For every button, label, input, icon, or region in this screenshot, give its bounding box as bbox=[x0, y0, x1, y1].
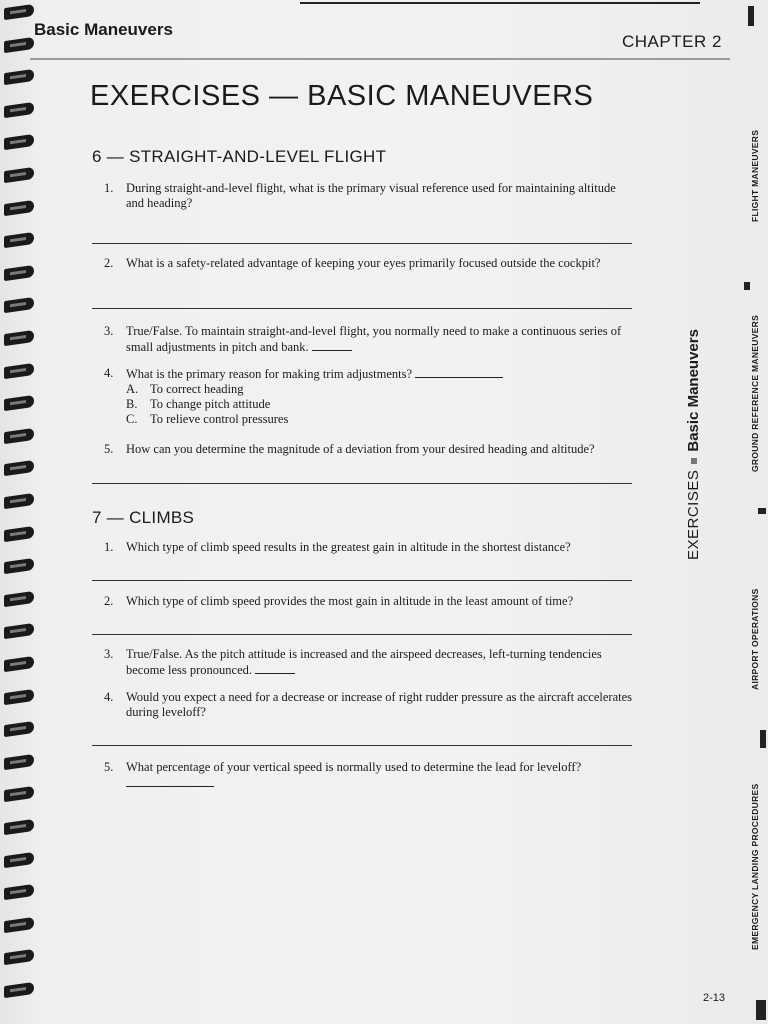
binding-coil bbox=[4, 525, 34, 541]
question bbox=[104, 256, 634, 271]
binding-coil bbox=[4, 949, 34, 965]
binding-coil bbox=[4, 688, 34, 704]
binding-coil bbox=[4, 265, 34, 281]
side-exercises-label: EXERCISES bbox=[685, 469, 702, 560]
question bbox=[104, 181, 634, 211]
binding-coil bbox=[4, 591, 34, 607]
question-number: 2. bbox=[104, 594, 114, 608]
page-title: EXERCISES — BASIC MANEUVERS bbox=[90, 80, 594, 112]
answer-blank[interactable] bbox=[415, 366, 503, 378]
answer-blank[interactable] bbox=[126, 775, 214, 787]
question-text: What percentage of your vertical speed is normally used to determine the lead for leveloff? bbox=[126, 760, 582, 774]
binding-coil bbox=[4, 917, 34, 933]
answer-blank[interactable] bbox=[255, 662, 295, 674]
question-number: 1. bbox=[104, 540, 114, 554]
binding-coil bbox=[4, 819, 34, 835]
question-number: 4. bbox=[104, 366, 114, 380]
tab-edge-mark bbox=[760, 730, 766, 748]
binding-coil bbox=[4, 558, 34, 574]
tab-edge-mark bbox=[744, 282, 750, 290]
answer-line[interactable] bbox=[92, 745, 632, 746]
answer-line[interactable] bbox=[92, 308, 632, 309]
binding-coil bbox=[4, 460, 34, 476]
question-text: True/False. As the pitch attitude is increased and the airspeed decreases, left-turning tendencies become less pronounced. bbox=[126, 647, 602, 677]
question-text: What is the primary reason for making trim adjustments? bbox=[126, 367, 413, 381]
question bbox=[104, 324, 634, 355]
question-number: 3. bbox=[104, 324, 114, 338]
question bbox=[104, 442, 634, 457]
question-number: 1. bbox=[104, 181, 114, 195]
question-number: 5. bbox=[104, 442, 114, 456]
binding-coil bbox=[4, 884, 34, 900]
question-number: 2. bbox=[104, 256, 114, 270]
section-heading: 6 — STRAIGHT-AND-LEVEL FLIGHT bbox=[92, 147, 387, 166]
question-text: True/False. To maintain straight-and-level flight, you normally need to make a continuous series of small adjustments in pitch and bank. bbox=[126, 324, 622, 354]
question bbox=[104, 366, 634, 427]
question-text: What is a safety-related advantage of keeping your eyes primarily focused outside the cockpit? bbox=[126, 256, 601, 270]
binding-coil bbox=[4, 493, 34, 509]
binding-coil bbox=[4, 362, 34, 378]
binding-coil bbox=[4, 102, 34, 118]
binding-coil bbox=[4, 167, 34, 183]
binding-coil bbox=[4, 428, 34, 444]
answer-line[interactable] bbox=[92, 580, 632, 581]
side-basic-maneuvers-label: Basic Maneuvers bbox=[685, 329, 702, 452]
binding-coil bbox=[4, 754, 34, 770]
tab-edge-mark bbox=[756, 1000, 766, 1020]
binding-coil bbox=[4, 69, 34, 85]
section-heading: 7 — CLIMBS bbox=[92, 508, 195, 527]
question-number: 5. bbox=[104, 760, 114, 774]
question bbox=[104, 594, 634, 609]
option-c: C. To relieve control pressures bbox=[126, 412, 289, 426]
question-text: Would you expect a need for a decrease or increase of right rudder pressure as the aircraft accelerates during leveloff? bbox=[126, 690, 633, 719]
question-text: How can you determine the magnitude of a deviation from your desired heading and altitude? bbox=[126, 442, 595, 456]
answer-line[interactable] bbox=[92, 634, 632, 635]
running-head: Basic Maneuvers bbox=[34, 20, 173, 39]
answer-blank[interactable] bbox=[312, 339, 352, 351]
tab-emergency-landing-procedures[interactable]: EMERGENCY LANDING PROCEDURES bbox=[750, 783, 760, 950]
question-text: Which type of climb speed results in the greatest gain in altitude in the shortest distance? bbox=[126, 540, 571, 554]
square-bullet-icon bbox=[691, 458, 697, 464]
question bbox=[104, 647, 634, 678]
binding-coil bbox=[4, 982, 34, 998]
option-b: B. To change pitch attitude bbox=[126, 397, 271, 411]
answer-line[interactable] bbox=[92, 243, 632, 244]
tab-ground-reference-maneuvers[interactable]: GROUND REFERENCE MANEUVERS bbox=[750, 314, 760, 472]
question bbox=[104, 760, 634, 791]
chapter-label: CHAPTER 2 bbox=[622, 32, 722, 51]
top-rule bbox=[300, 2, 700, 4]
binding-coil bbox=[4, 36, 34, 52]
binding-coil bbox=[4, 199, 34, 215]
binding-coil bbox=[4, 656, 34, 672]
header-rule bbox=[30, 58, 730, 60]
tab-flight-maneuvers[interactable]: FLIGHT MANEUVERS bbox=[750, 129, 760, 222]
question-text: Which type of climb speed provides the most gain in altitude in the least amount of time? bbox=[126, 594, 574, 608]
question-text: During straight-and-level flight, what is the primary visual reference used for maintaining altitude and heading? bbox=[126, 181, 616, 210]
question-number: 3. bbox=[104, 647, 114, 661]
tab-edge-mark bbox=[748, 6, 754, 26]
tab-airport-operations[interactable]: AIRPORT OPERATIONS bbox=[750, 588, 760, 690]
binding-coil bbox=[4, 851, 34, 867]
question-number: 4. bbox=[104, 690, 114, 704]
option-a: A. To correct heading bbox=[126, 382, 244, 396]
binding-coil bbox=[4, 623, 34, 639]
binding-coil bbox=[4, 721, 34, 737]
binding-coil bbox=[4, 330, 34, 346]
question bbox=[104, 690, 634, 720]
binding-coil bbox=[4, 297, 34, 313]
binding-coil bbox=[4, 786, 34, 802]
binding-coil bbox=[4, 232, 34, 248]
page-number: 2-13 bbox=[703, 992, 726, 1004]
answer-line[interactable] bbox=[92, 483, 632, 484]
spiral-binding bbox=[0, 0, 40, 1024]
binding-coil bbox=[4, 395, 34, 411]
question bbox=[104, 540, 634, 555]
side-section-label bbox=[685, 329, 703, 560]
binding-coil bbox=[4, 4, 34, 20]
tab-edge-mark bbox=[758, 508, 766, 514]
binding-coil bbox=[4, 134, 34, 150]
